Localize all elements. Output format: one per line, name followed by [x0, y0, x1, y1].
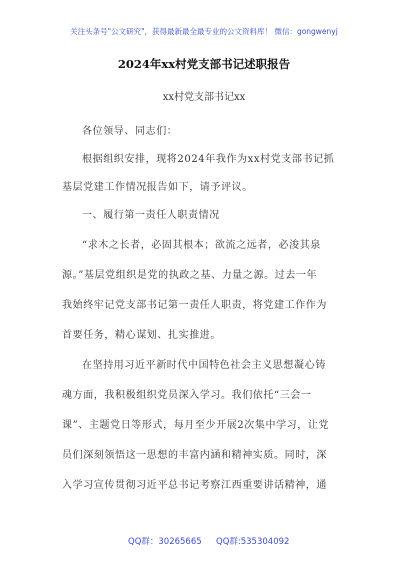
paragraph-line: 源。”基层党组织是党的执政之基、力量之源。过去一年 [62, 270, 318, 281]
paragraph-line: 入学习宣传贯彻习近平总书记考察江西重要讲话精神，通 [62, 480, 327, 491]
paragraph-line: 课”、主题党日等形式，每月至少开展2次集中学习，让党 [62, 420, 330, 431]
document-title: 2024年xx村党支部书记述职报告 [117, 57, 291, 71]
salutation: 各位领导、同志们： [82, 126, 178, 137]
paragraph-line: 我始终牢记党支部书记第一责任人职责，将党建工作作为 [62, 300, 327, 311]
paragraph-line: 基层党建工作情况报告如下，请予评议。 [62, 182, 253, 193]
footer-qq-group-1: QQ群：30265665 [128, 537, 202, 547]
document-author: xx村党支部书记xx [162, 92, 246, 103]
paragraph-line: “求木之长者，必固其根本；欲流之远者，必浚其泉 [82, 240, 321, 251]
footer-qq-group-2: QQ群:535304092 [216, 537, 290, 547]
paragraph-line: 在坚持用习近平新时代中国特色社会主义思想凝心铸 [82, 360, 326, 371]
paragraph-line: 首要任务，精心谋划、扎实推进。 [62, 330, 221, 341]
paragraph-line: 员们深刻领悟这一思想的丰富内涵和精神实质。同时，深 [62, 450, 327, 461]
paragraph-line: 魂方面，我积极组织党员深入学习。我们依托“三会一 [62, 390, 312, 401]
promo-header: 关注头条号"公文研究"，获得最新最全最专业的公文资料库！ 微信：gongwenyj [70, 27, 338, 36]
section-heading: 一、履行第一责任人职责情况 [82, 210, 220, 221]
paragraph-line: 根据组织安排，现将2024年我作为xx村党支部书记抓 [82, 154, 335, 165]
